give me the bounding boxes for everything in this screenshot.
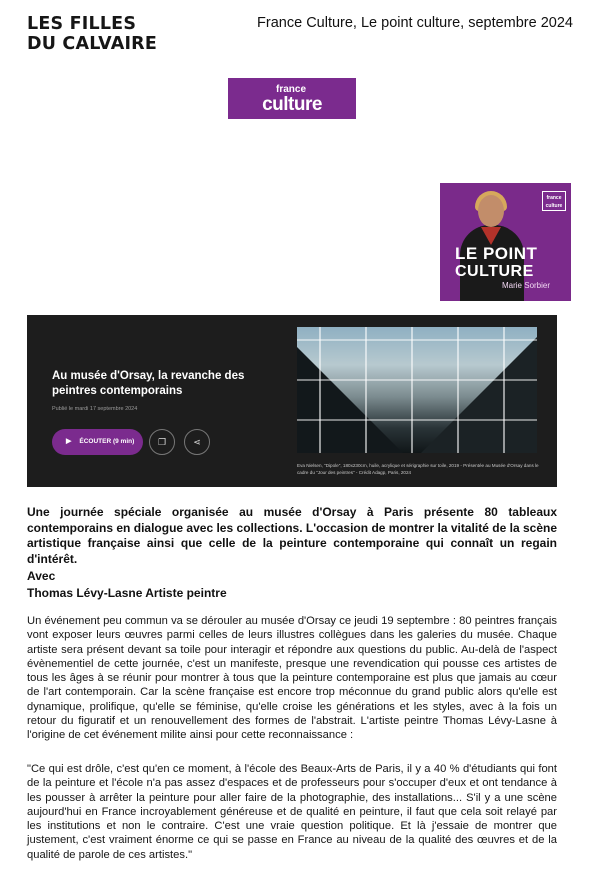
- podcast-cover: [440, 183, 571, 301]
- gallery-logo-line1: LES FILLES: [27, 14, 137, 34]
- gallery-logo-line2: DU CALVAIRE: [27, 34, 157, 54]
- episode-player-banner: [27, 315, 557, 487]
- guest-name: Thomas Lévy-Lasne Artiste peintre: [27, 586, 227, 600]
- france-culture-logo-big: culture: [262, 94, 322, 115]
- episode-date: Publié le mardi 17 septembre 2024: [52, 406, 138, 412]
- cover-brand-badge: [542, 191, 566, 211]
- episode-artwork-image: [297, 327, 537, 453]
- cover-title-line2: CULTURE: [455, 263, 534, 280]
- play-icon: ▶: [66, 438, 72, 445]
- gallery-logo: [27, 14, 157, 54]
- episode-title: Au musée d'Orsay, la revanche des peintres contemporains: [52, 370, 245, 397]
- source-citation: France Culture, Le point culture, septembre 2024: [257, 15, 573, 31]
- guest-heading: Avec: [27, 569, 56, 583]
- bookmark-icon: ❐: [157, 437, 167, 447]
- cover-author: Marie Sorbier: [502, 281, 551, 290]
- bookmark-button[interactable]: [149, 429, 175, 455]
- cover-badge-small: france: [546, 195, 562, 201]
- france-culture-logo-small: france: [276, 84, 307, 95]
- article-body: Un événement peu commun va se dérouler au musée d'Orsay ce jeudi 19 septembre : 80 peintres français vont exposer leurs œuvres parmi celles de leurs illustres collègues dans les galeries du musée. Chaque artiste sera présent devant sa toile pour interagir et répondre aux questions du public. Au-delà de l'aspect évènementiel de cette journée, c'est un manifeste, presque une revendication qui pousse ces artistes de tous les âges à se réunir pour montrer à tous que la peinture contemporaine est plus que jamais au cœur de l'art contemporain. Car la scène française est encore trop méconnue du grand public alors qu'elle est dynamique, prolifique, qu'elle se féminise, qu'elle croise les générations et les styles, avec à la fois un retour du figuratif et un renouvellement des formes de l'abstrait. L'artiste peintre Thomas Lévy-Lasne à l'origine de cet événement milite ainsi pour cette reconnaissance :: [27, 615, 557, 742]
- artwork-window-grid: [297, 327, 537, 453]
- artwork-caption: Eva Nielsen, "Dipole", 180x230cm, huile, acrylique et sérigraphie sur toile, 2019 - Présentée au Musée d'Orsay dans le cadre du "Jour des peintres" - Crédit Adagp, Paris, 2024: [297, 463, 539, 475]
- article-lead: Une journée spéciale organisée au musée d'Orsay à Paris présente 80 tableaux contemporains en dialogue avec les collections. L'occasion de montrer la vitalité de la scène artistique française ainsi que celle de la peinture contemporaine qui connaît un regain d'intérêt.: [27, 505, 557, 566]
- listen-label: ÉCOUTER (9 min): [79, 438, 135, 445]
- article-quote: "Ce qui est drôle, c'est qu'en ce moment, à l'école des Beaux-Arts de Paris, il y a 40 % d'étudiants qui font de la peinture et l'école n'a pas assez d'espaces et de professeurs pour s'occuper d'eux et ont tendance à les pousser à arrêter la peinture pour aller faire de la photographie, des installations... S'il y a une scène aujourd'hui en France incroyablement généreuse et de qualité en peinture, il faut que cela soit relayé par les institutions et non le contraire. C'est une vraie question politique. Et là j'essaie de montrer que justement, c'est vraiment énorme ce qui se passe en France au niveau de la qualité des œuvres et de la qualité de parole de ces artistes.": [27, 763, 557, 861]
- cover-title-line1: LE POINT: [455, 244, 538, 263]
- france-culture-logo: [228, 78, 356, 119]
- cover-badge-big: culture: [545, 203, 563, 209]
- listen-button[interactable]: [52, 429, 143, 455]
- share-button[interactable]: [184, 429, 210, 455]
- share-icon: ⋖: [193, 437, 201, 447]
- presenter-face: [478, 195, 504, 227]
